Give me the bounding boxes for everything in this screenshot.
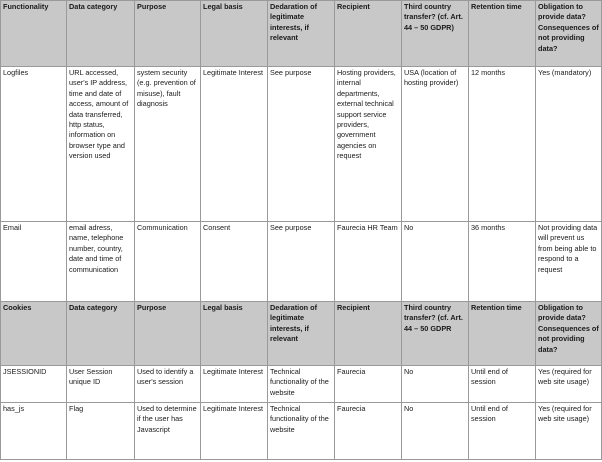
table-cell: Used to identify a user's session xyxy=(135,366,201,403)
table-row-jsessionid xyxy=(1,366,602,403)
header-cell: Third country transfer? (cf. Art. 44 – 50 GDPR) xyxy=(402,1,469,67)
table-cell: No xyxy=(402,403,469,460)
table-cell: Yes (mandatory) xyxy=(536,67,602,222)
table-cell: USA (location of hosting provider) xyxy=(402,67,469,222)
header-cell: Cookies xyxy=(1,302,67,366)
header-cell: Retention time xyxy=(469,302,536,366)
table-cell: Yes (required for web site usage) xyxy=(536,366,602,403)
table-cell: Until end of session xyxy=(469,366,536,403)
table-header-row xyxy=(1,1,602,67)
table-cell: No xyxy=(402,222,469,302)
table-cell: system security (e.g. prevention of misuse), fault diagnosis xyxy=(135,67,201,222)
table-cell: Email xyxy=(1,222,67,302)
table-cell: Hosting providers, internal departments, external technical support service providers, government agencies on request xyxy=(335,67,402,222)
table-cell: Flag xyxy=(67,403,135,460)
table-cell: Legitimate Interest xyxy=(201,403,268,460)
header-cell: Purpose xyxy=(135,302,201,366)
table-cell: URL accessed, user's IP address, time and date of access, amount of data transferred, http status, information on browser type and version used xyxy=(67,67,135,222)
table-cell: Faurecia xyxy=(335,366,402,403)
header-cell: Data category xyxy=(67,1,135,67)
table-cell: Communication xyxy=(135,222,201,302)
table-cell: Faurecia HR Team xyxy=(335,222,402,302)
header-cell: Purpose xyxy=(135,1,201,67)
header-cell: Recipient xyxy=(335,1,402,67)
table-cell: 36 months xyxy=(469,222,536,302)
table-cell: Legitimate Interest xyxy=(201,67,268,222)
table-row-email xyxy=(1,222,602,302)
table-cell: 12 months xyxy=(469,67,536,222)
table-cell: See purpose xyxy=(268,222,335,302)
table-cell: See purpose xyxy=(268,67,335,222)
table-cell: Technical functionality of the website xyxy=(268,403,335,460)
header-cell: Data category xyxy=(67,302,135,366)
table-cell: User Session unique ID xyxy=(67,366,135,403)
table-cell: has_js xyxy=(1,403,67,460)
header-cell: Recipient xyxy=(335,302,402,366)
cookies-header-row xyxy=(1,302,602,366)
table-cell: email adress, name, telephone number, country, date and time of communication xyxy=(67,222,135,302)
header-cell: Dedaration of legitimate interests, if relevant xyxy=(268,302,335,366)
table-cell: JSESSIONID xyxy=(1,366,67,403)
table-cell: No xyxy=(402,366,469,403)
header-cell: Obligation to provide data? Consequences of not providing data? xyxy=(536,1,602,67)
header-cell: Dedaration of legitimate interests, if relevant xyxy=(268,1,335,67)
header-cell: Obligation to provide data? Consequences of not providing data? xyxy=(536,302,602,366)
header-cell: Legal basis xyxy=(201,1,268,67)
header-cell: Legal basis xyxy=(201,302,268,366)
table-cell: Legitimate Interest xyxy=(201,366,268,403)
table-cell: Until end of session xyxy=(469,403,536,460)
header-cell: Retention time xyxy=(469,1,536,67)
table-cell: Faurecia xyxy=(335,403,402,460)
table-cell: Not providing data will prevent us from being able to respond to a request xyxy=(536,222,602,302)
header-cell: Third country transfer? (cf. Art. 44 – 50 GDPR xyxy=(402,302,469,366)
table-cell: Used to determine if the user has Javascript xyxy=(135,403,201,460)
table-row-logfiles xyxy=(1,67,602,222)
table-cell: Consent xyxy=(201,222,268,302)
table-cell: Logfiles xyxy=(1,67,67,222)
table-cell: Technical functionality of the website xyxy=(268,366,335,403)
header-cell: Functionality xyxy=(1,1,67,67)
table-row-has-js xyxy=(1,403,602,460)
table-cell: Yes (required for web site usage) xyxy=(536,403,602,460)
